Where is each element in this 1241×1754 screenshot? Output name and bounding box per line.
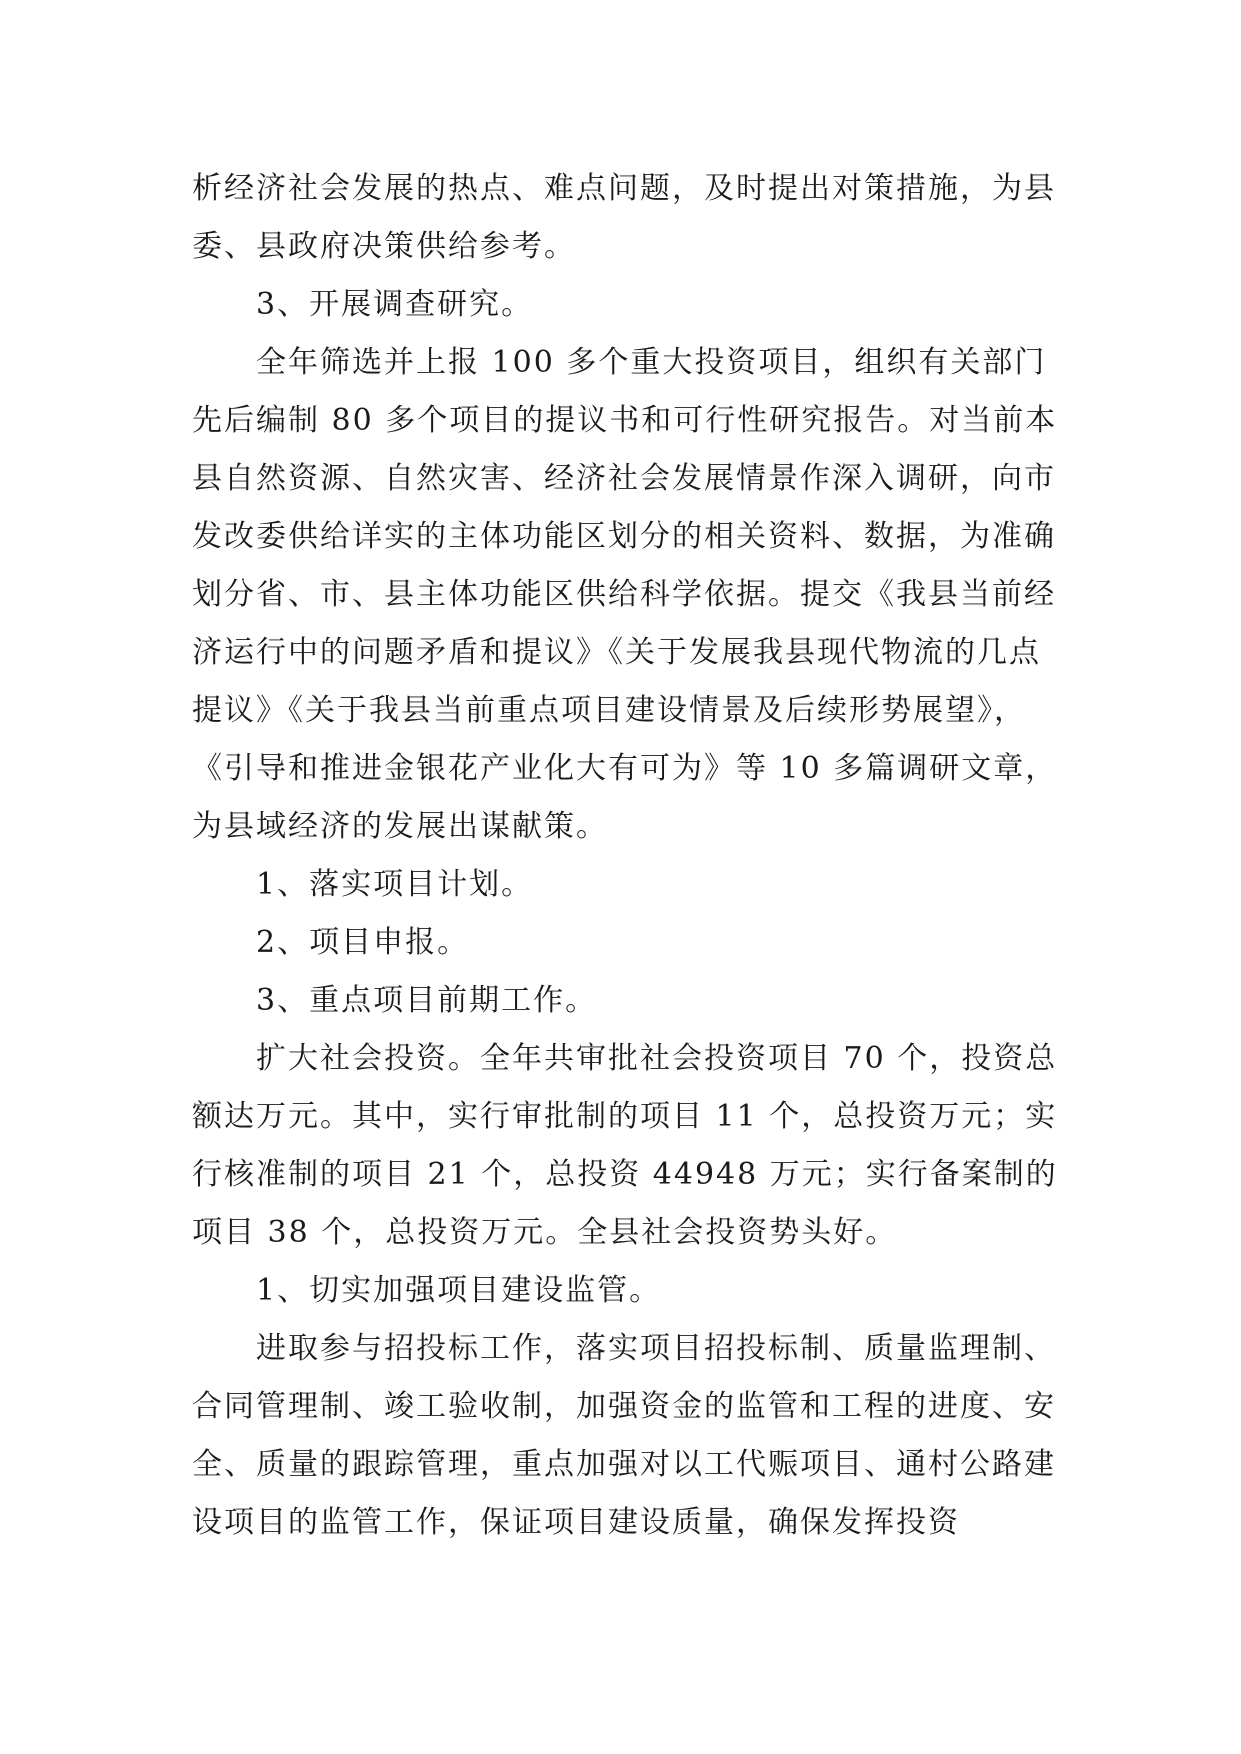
paragraph-5: 2、项目申报。 bbox=[256, 925, 470, 960]
paragraph-3: 全年筛选并上报 100 多个重大投资项目，组织有关部门先后编制 80 多个项目的提议书和可行性研究报告。对当前本县自然资源、自然灾害、经济社会发展情景作深入调研，向市发改委供给详实的主体功能区划分的相关资料、数据，为准确划分省、市、县主体功能区供给科学依据。提交《我县当前经济运行中的问题矛盾和提议》《关于发展我县现代物流的几点提议》《关于我县当前重点项目建设情景及后续形势展望》，《引导和推进金银花产业化大有可为》等 10 多篇调研文章，为县域经济的发展出谋献策。 bbox=[192, 345, 1058, 844]
paragraph-7: 扩大社会投资。全年共审批社会投资项目 70 个，投资总额达万元。其中，实行审批制的项目 11 个，总投资万元；实行核准制的项目 21 个，总投资 44948 万元；实行备案制的项目 38 个，总投资万元。全县社会投资势头好。 bbox=[192, 1041, 1058, 1250]
paragraph-9: 进取参与招投标工作，落实项目招投标制、质量监理制、合同管理制、竣工验收制，加强资金的监管和工程的进度、安全、质量的跟踪管理，重点加强对以工代赈项目、通村公路建设项目的监管工作，保证项目建设质量，确保发挥投资 bbox=[192, 1331, 1056, 1540]
paragraph-2: 3、开展调查研究。 bbox=[256, 287, 534, 322]
paragraph-6: 3、重点项目前期工作。 bbox=[256, 983, 598, 1018]
paragraph-1: 析经济社会发展的热点、难点问题，及时提出对策措施，为县委、县政府决策供给参考。 bbox=[192, 171, 1056, 264]
paragraph-8: 1、切实加强项目建设监管。 bbox=[256, 1273, 662, 1308]
document-body bbox=[192, 160, 1062, 1552]
paragraph-4: 1、落实项目计划。 bbox=[256, 867, 534, 902]
